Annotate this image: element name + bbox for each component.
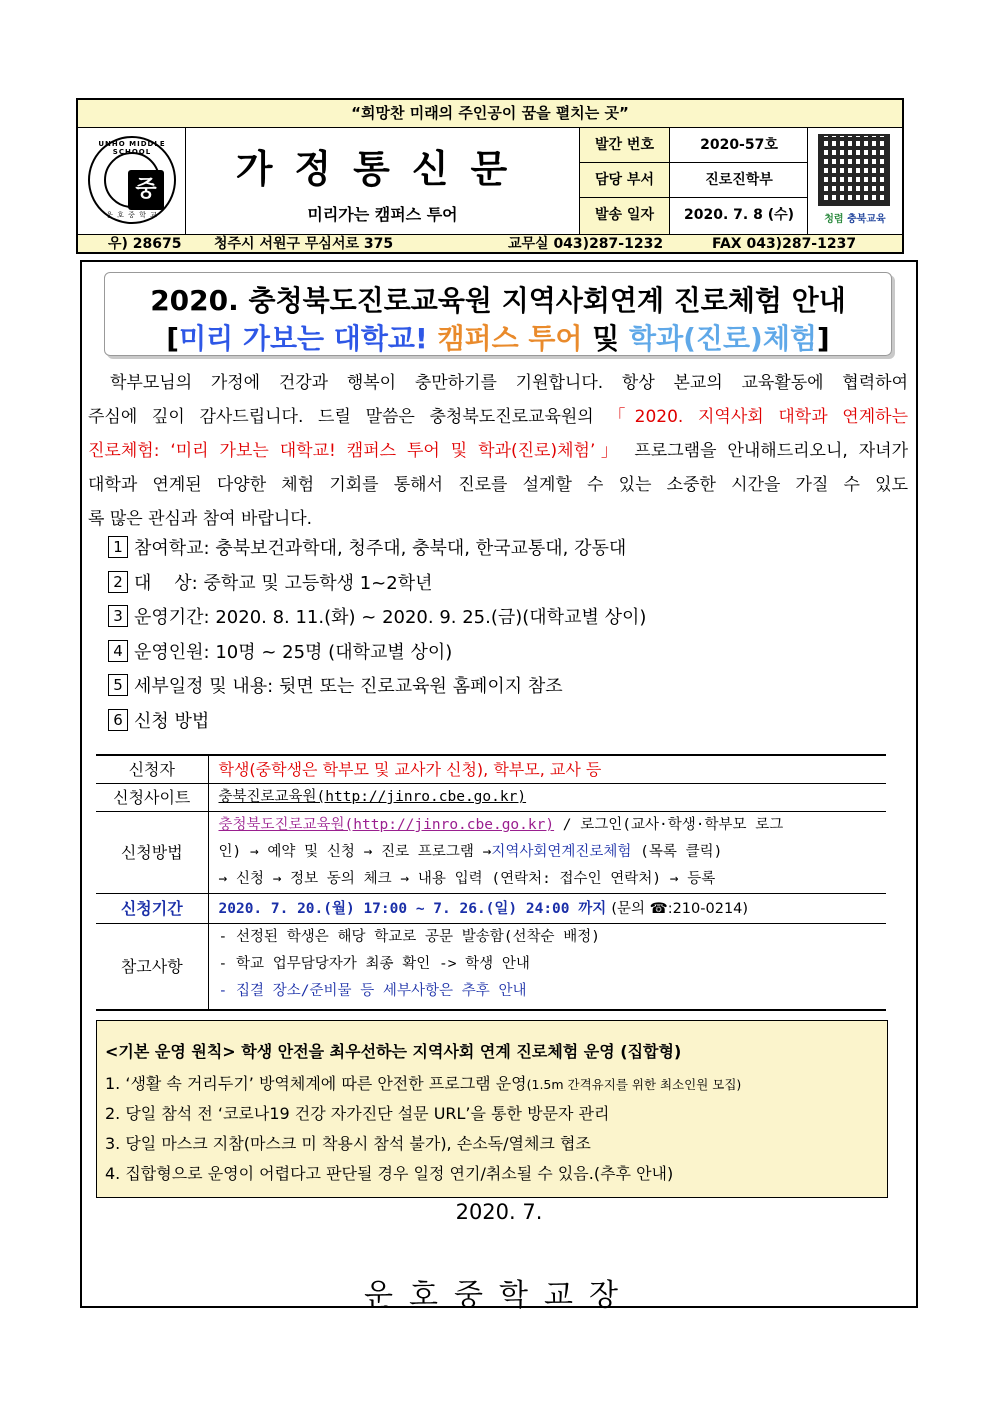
postal-code: 우) 28675 [108, 236, 182, 252]
list-item: 1 참여학교: 충북보건과학대, 청주대, 충북대, 한국교통대, 강동대 [108, 532, 888, 567]
principles-heading: <기본 운영 원칙> 학생 안전을 최우선하는 지역사회 연계 진로체험 운영 (집합형) [105, 1042, 682, 1061]
info-items-list [108, 532, 888, 739]
notice-subtitle: [미리 가보는 대학교! 캠퍼스 투어 및 학과(진로)체험] [166, 322, 830, 355]
qr-caption: 청렴 충북교육 [824, 214, 886, 225]
application-period: 2020. 7. 20.(월) 17:00 ~ 7. 26.(일) 24:00 까지 (문의 ☎:210-0214) [208, 894, 886, 924]
intro-line-5: 록 많은 관심과 참여 바랍니다. [88, 509, 313, 529]
list-item: 5 세부일정 및 내용: 뒷면 또는 진로교육원 홈페이지 참조 [108, 670, 888, 705]
notice-frame [80, 260, 918, 1313]
principle-item: 2. 당일 참석 전 ‘코로나19 건강 자가진단 설문 URL’을 통한 방문자 관리 [105, 1104, 610, 1123]
title-cell [186, 128, 580, 234]
operation-principles-box [96, 1020, 888, 1198]
issue-date: 2020. 7. [455, 1200, 543, 1224]
issue-number-row: 발간 번호 2020-57호 [580, 128, 807, 163]
intro-line-2: 주심에 깊이 감사드립니다. 드릴 말씀은 충청북도진로교육원의 「2020. 지역사회 대학과 연계하는 [88, 407, 908, 427]
notice-title-box [104, 272, 892, 356]
principle-item: 3. 당일 마스크 지참(마스크 미 착용시 참석 불가), 손소독/열체크 협조 [105, 1134, 591, 1153]
intro-line-4: 대학과 연계된 다양한 체험 기회를 통해서 진로를 설계할 수 있는 소중한 시간을 가질 수 있도 [88, 475, 908, 495]
intro-line-3: 진로체험: ‘미리 가보는 대학교! 캠퍼스 투어 및 학과(진로)체험’」 프로그램을 안내해드리오니, 자녀가 [88, 441, 908, 461]
notice-title: 2020. 충청북도진로교육원 지역사회연계 진로체험 안내 [150, 284, 846, 317]
principle-item: 4. 집합형으로 운영이 어렵다고 판단될 경우 일정 연기/취소될 수 있음.(추후 안내) [105, 1164, 674, 1183]
applicant-value: 학생(중학생은 학부모 및 교사가 신청), 학부모, 교사 등 [208, 755, 886, 784]
newsletter-header [76, 98, 904, 254]
jinro-site-link[interactable]: 충청북도진로교육원(http://jinro.cbe.go.kr) [218, 817, 555, 833]
table-row: 신청방법 충청북도진로교육원(http://jinro.cbe.go.kr) / 로그인(교사·학생·학부모 로그 인) → 예약 및 신청 → 진로 프로그램 →지역사회연계진로체험 (목록 클릭) → 신청 → 정보 동의 체크 → 내용 입력 (연락처: 접수인 연락처) → 등록 [96, 812, 886, 894]
table-row: 신청기간 2020. 7. 20.(월) 17:00 ~ 7. 26.(일) 24:00 까지 (문의 ☎:210-0214) [96, 894, 886, 924]
list-item: 3 운영기간: 2020. 8. 11.(화) ~ 2020. 9. 25.(금)(대학교별 상이) [108, 601, 888, 636]
school-slogan: “희망찬 미래의 주인공이 꿈을 펼치는 곳” [78, 100, 902, 128]
address-bar [78, 234, 902, 252]
newsletter-subtitle: 미리가는 캠퍼스 투어 [307, 205, 458, 224]
application-site-link[interactable]: 충북진로교육원(http://jinro.cbe.go.kr) [208, 784, 886, 812]
application-method: 충청북도진로교육원(http://jinro.cbe.go.kr) / 로그인(교사·학생·학부모 로그 인) → 예약 및 신청 → 진로 프로그램 →지역사회연계진로체험 (목록 클릭) → 신청 → 정보 동의 체크 → 내용 입력 (연락처: 접수인 연락처) → 등록 [208, 812, 886, 894]
school-emblem-logo: UNHO MIDDLE SCHOOL 중 운 호 중 학 교 [88, 136, 176, 224]
table-row: 참고사항 - 선정된 학생은 해당 학교로 공문 발송함(선착순 배정) - 학교 업무담당자가 최종 확인 -> 학생 안내 - 집결 장소/준비물 등 세부사항은 추후 안내 [96, 924, 886, 1011]
newsletter-title: 가정통신문 [235, 146, 530, 191]
street-address: 청주시 서원구 무심서로 375 [214, 236, 394, 252]
table-row: 신청사이트 충북진로교육원(http://jinro.cbe.go.kr) [96, 784, 886, 812]
issue-info-table [580, 128, 808, 234]
list-item: 2 대 상: 중학교 및 고등학생 1~2학년 [108, 567, 888, 602]
notes: - 선정된 학생은 해당 학교로 공문 발송함(선착순 배정) - 학교 업무담당자가 최종 확인 -> 학생 안내 - 집결 장소/준비물 등 세부사항은 추후 안내 [208, 924, 886, 1011]
application-table [96, 754, 886, 1011]
fax-number: FAX 043)287-1237 [712, 236, 857, 252]
table-row: 신청자 학생(중학생은 학부모 및 교사가 신청), 학부모, 교사 등 [96, 755, 886, 784]
send-date-row: 발송 일자 2020. 7. 8 (수) [580, 198, 807, 234]
principle-item: 1. ‘생활 속 거리두기’ 방역체계에 따른 안전한 프로그램 운영(1.5m 간격유지를 위한 최소인원 모집) [105, 1074, 742, 1093]
list-item: 4 운영인원: 10명 ~ 25명 (대학교별 상이) [108, 636, 888, 671]
logo-cell [78, 128, 186, 234]
intro-line-1: 학부모님의 가정에 건강과 행복이 충만하기를 기원합니다. 항상 본교의 교육활동에 협력하여 [110, 373, 908, 393]
list-item: 6 신청 방법 [108, 705, 888, 740]
office-phone: 교무실 043)287-1232 [508, 236, 664, 252]
principal-signature: 운호중학교장 [364, 1278, 634, 1313]
qr-cell [808, 128, 902, 234]
department-row: 담당 부서 진로진학부 [580, 163, 807, 198]
qr-code-icon[interactable] [818, 134, 890, 206]
